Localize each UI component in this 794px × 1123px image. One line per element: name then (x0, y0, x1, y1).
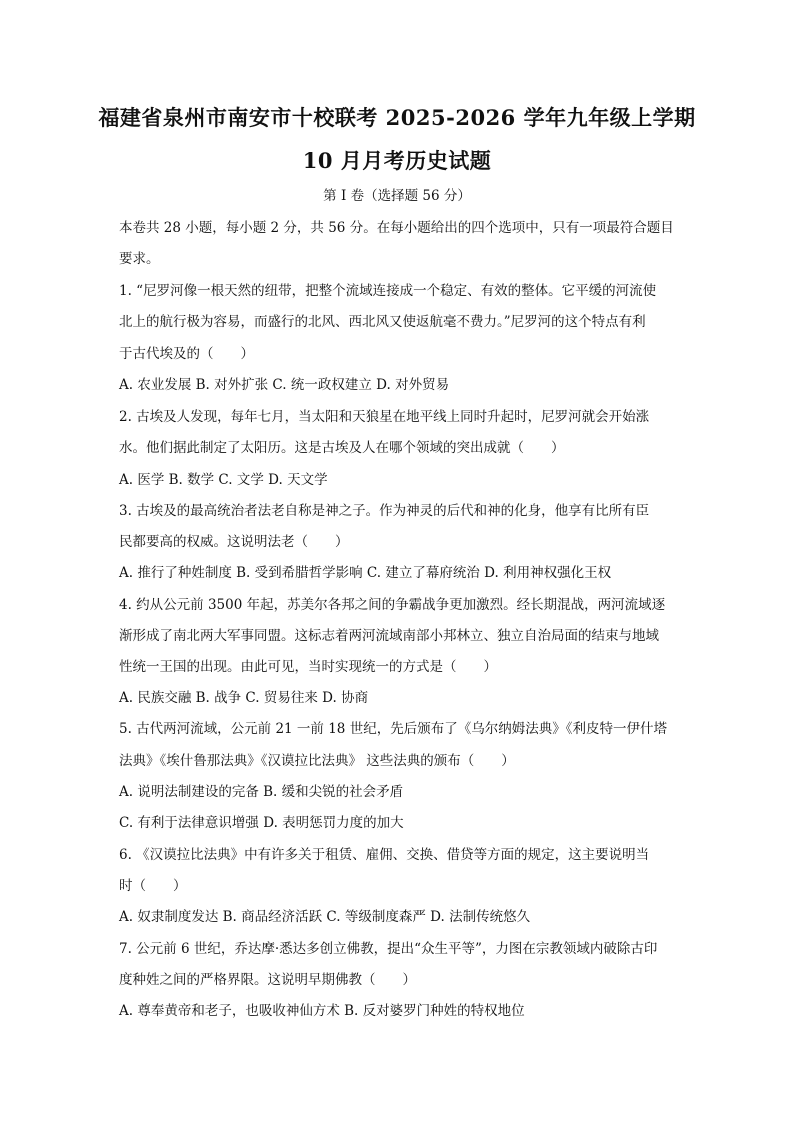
question-4-text: 性统一王国的出现。由此可见，当时实现统一的方式是（ ） (119, 659, 497, 675)
question-7-options: A. 尊奉黄帝和老子，也吸收神仙方术 B. 反对婆罗门种姓的特权地位 (119, 1003, 525, 1019)
question-6-text: 时（ ） (119, 878, 187, 894)
question-5-text: 5. 古代两河流域，公元前 21 一前 18 世纪，先后颁布了《乌尔纳姆法典》《利皮特一伊什塔 (119, 721, 667, 737)
question-1-options: A. 农业发展 B. 对外扩张 C. 统一政权建立 D. 对外贸易 (119, 377, 450, 393)
question-4-options: A. 民族交融 B. 战争 C. 贸易往来 D. 协商 (119, 690, 369, 706)
question-3-options: A. 推行了种姓制度 B. 受到希腊哲学影响 C. 建立了幕府统治 D. 利用神权强化王权 (119, 565, 612, 581)
question-1-text: 北上的航行极为容易，而盛行的北风、西北风又使返航毫不费力。”尼罗河的这个特点有利 (119, 314, 646, 330)
question-5-options: C. 有利于法律意识增强 D. 表明惩罚力度的加大 (119, 815, 404, 831)
question-4-text: 4. 约从公元前 3500 年起，苏美尔各邦之间的争霸战争更加激烈。经长期混战，两河流域逐 (119, 597, 666, 613)
question-1-text: 1. “尼罗河像一根天然的纽带，把整个流域连接成一个稳定、有效的整体。它平缓的河流使 (119, 283, 657, 299)
question-5-text: 法典》《埃什鲁那法典》《汉谟拉比法典》 这些法典的颁布（ ） (119, 753, 515, 769)
exam-title-line-2: 10 月月考历史试题 (302, 148, 492, 173)
section-heading: 第 I 卷（选择题 56 分） (323, 188, 471, 204)
question-1-text: 于古代埃及的（ ） (119, 346, 254, 362)
exam-title-line-1: 福建省泉州市南安市十校联考 2025-2026 学年九年级上学期 (98, 105, 696, 130)
question-3-text: 3. 古埃及的最高统治者法老自称是神之子。作为神灵的后代和神的化身，他享有比所有臣 (119, 503, 650, 519)
question-2-options: A. 医学 B. 数学 C. 文学 D. 天文学 (119, 472, 328, 488)
question-2-text: 2. 古埃及人发现，每年七月，当太阳和天狼星在地平线上同时升起时，尼罗河就会开始涨 (119, 409, 650, 425)
instructions-line: 本卷共 28 小题，每小题 2 分，共 56 分。在每小题给出的四个选项中，只有一项最符合题目 (119, 220, 674, 236)
instructions-line: 要求。 (119, 251, 160, 267)
question-6-options: A. 奴隶制度发达 B. 商品经济活跃 C. 等级制度森严 D. 法制传统悠久 (119, 909, 531, 925)
question-4-text: 渐形成了南北两大军事同盟。这标志着两河流域南部小邦林立、独立自治局面的结束与地域 (119, 628, 659, 644)
question-5-options: A. 说明法制建设的完备 B. 缓和尖锐的社会矛盾 (119, 784, 404, 800)
question-6-text: 6. 《汉谟拉比法典》中有许多关于租赁、雇佣、交换、借贷等方面的规定，这主要说明当 (119, 847, 650, 863)
question-3-text: 民都要高的权威。这说明法老（ ） (119, 534, 349, 550)
question-7-text: 度种姓之间的严格界限。这说明早期佛教（ ） (119, 972, 416, 988)
question-7-text: 7. 公元前 6 世纪，乔达摩·悉达多创立佛教，提出“众生平等”，力图在宗教领域内破除古印 (119, 941, 658, 957)
question-2-text: 水。他们据此制定了太阳历。这是古埃及人在哪个领域的突出成就（ ） (119, 440, 565, 456)
